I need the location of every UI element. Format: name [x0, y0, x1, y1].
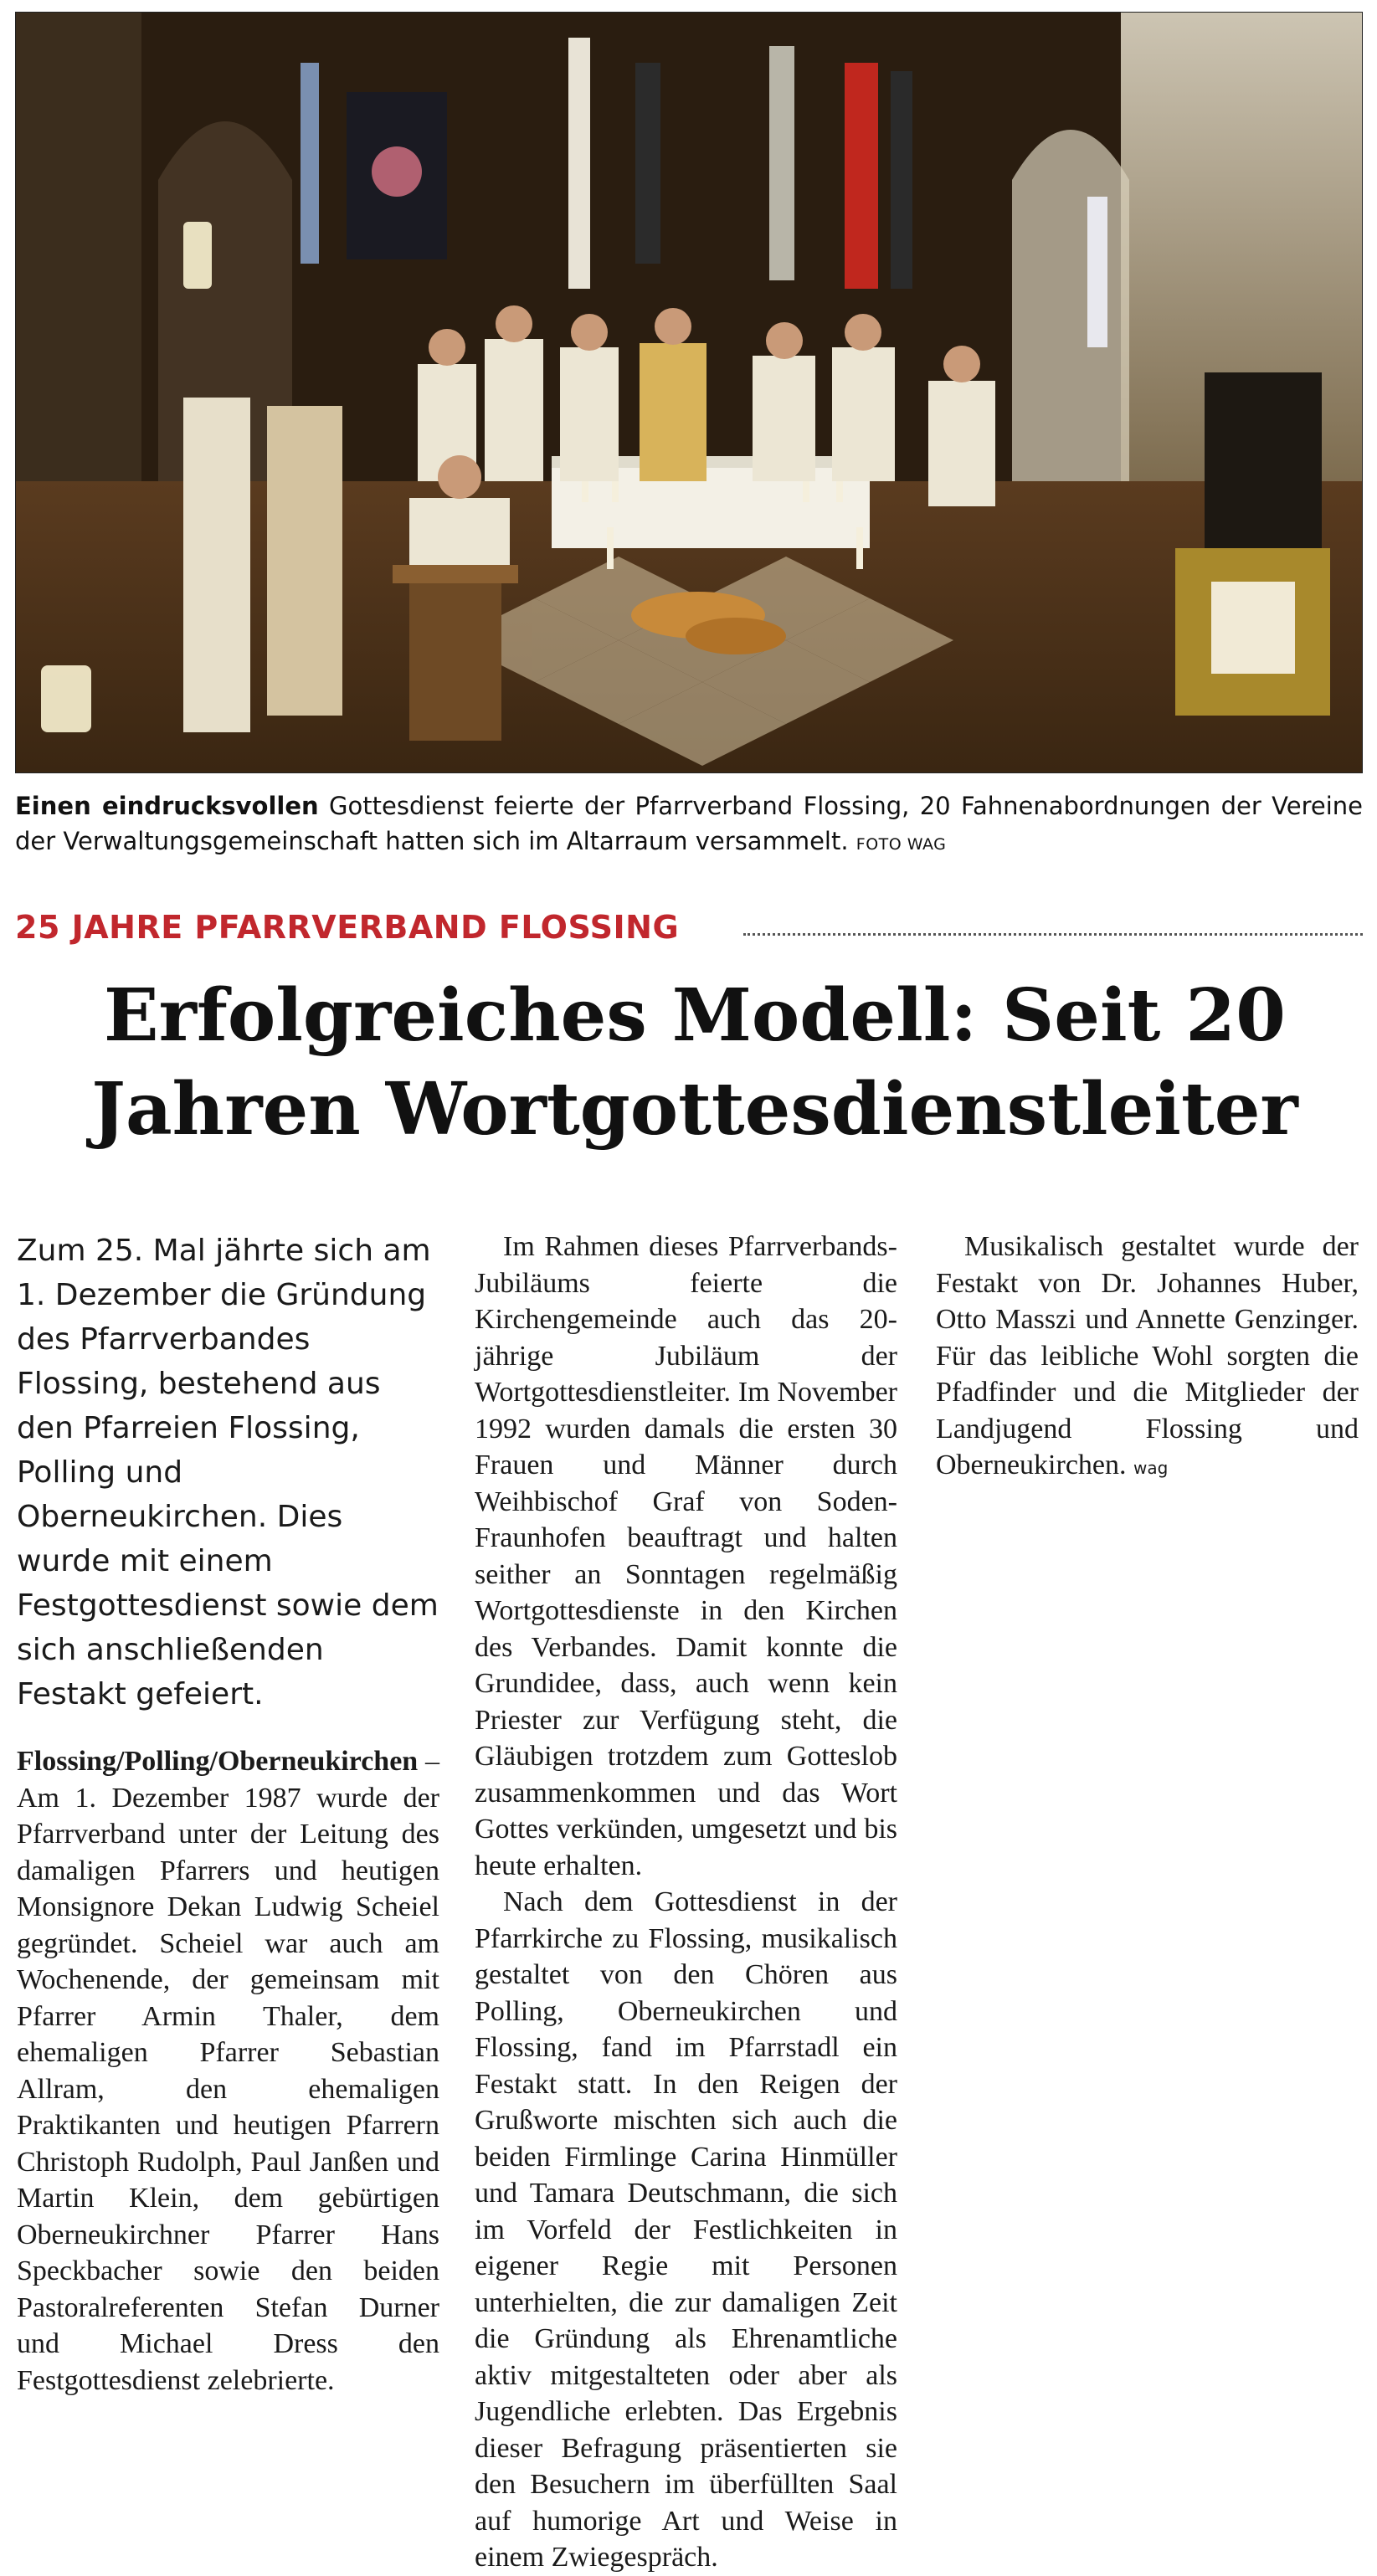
caption-text: Gottesdienst feierte der Pfarrverband Flossing, 20 Fahnenabordnungen der Vereine der Verwaltungsgemeinschaft hatten sich im Altarraum versammelt. [15, 792, 1364, 855]
caption-lead: Einen eindrucksvollen [15, 792, 319, 820]
headline: Erfolgreiches Modell: Seit 20 Jahren Wortgottesdienstleiter [91, 973, 1298, 1152]
dateline: Flossing/Polling/Oberneukirchen [17, 1746, 419, 1777]
article-column-2 [475, 1229, 897, 2576]
article-paragraph-4 [936, 1229, 1359, 1487]
article-paragraph-3: Nach dem Gottesdienst in der Pfarrkirche zu Flossing, musikalisch gestaltet von den Chören aus Polling, Oberneukirchen und Flossing, fand im Pfarrstadl ein Festakt statt. In den Reigen der Grußworte mischten sich auch die beiden Firmlinge Carina Hinmüller und Tamara Deutschmann, die sich im Vorfeld der Festlichkeiten in eigener Regie mit Personen unterhielten, die zur damaligen Zeit die Gründung als Ehrenamtliche aktiv mitgestalteten oder aber als Jugendliche erlebten. Das Ergebnis dieser Befragung präsentierten sie den Besuchern im überfüllten Saal auf humorige Art und Weise in einem Zwiegespräch. [475, 1886, 897, 2573]
photo-caption [15, 788, 1363, 862]
article-column-1 [17, 1229, 439, 2399]
article-lead: Zum 25. Mal jährte sich am 1. Dezember die Gründung des Pfarrverbandes Flossing, bestehend aus den Pfarreien Flossing, Polling und Oberneukirchen. Dies wurde mit einem Festgottesdienst sowie dem sich anschließenden Festakt gefeiert. [17, 1234, 439, 1711]
photo-credit: FOTO WAG [855, 835, 947, 854]
photo-illustration [16, 13, 1362, 772]
kicker: 25 JAHRE PFARRVERBAND FLOSSING [15, 909, 680, 946]
kicker-row [15, 909, 1363, 949]
article-paragraph-2: Im Rahmen dieses Pfarrverbands-Jubiläums feierte die Kirchengemeinde auch das 20-jährige Jubiläum der Wortgottesdienstleiter. Im November 1992 wurden damals die ersten 30 Frauen und Männer durch Weihbischof Graf von Soden-Fraunhofen beauftragt und halten seither an Sonntagen regelmäßig Wortgottesdienste in den Kirchen des Verbandes. Damit konnte die Grundidee, dass, auch wenn kein Priester zur Verfügung steht, die Gläubigen trotzdem zum Gotteslob zusammenkommen und das Wort Gottes verkünden, umgesetzt und bis heute erhalten. [475, 1231, 897, 1881]
kicker-dotted-rule [743, 933, 1363, 936]
author-signature: wag [1133, 1458, 1169, 1478]
church-service-photo [15, 12, 1363, 773]
article-column-3 [936, 1229, 1359, 1487]
article-paragraph-1 [17, 1743, 439, 2399]
paragraph-4-text: Musikalisch gestaltet wurde der Festakt von Dr. Johannes Huber, Otto Masszi und Annette Genzinger. Für das leibliche Wohl sorgten die Pfadfinder und die Mitglieder der Landjugend Flossing und Oberneukirchen. [936, 1231, 1359, 1480]
paragraph-1-text: – Am 1. Dezember 1987 wurde der Pfarrverband unter der Leitung des damaligen Pfarrers und heutigen Monsignore Dekan Ludwig Scheiel gegründet. Scheiel war auch am Wochenende, der gemeinsam mit Pfarrer Armin Thaler, dem ehemaligen Pfarrer Sebastian Allram, den ehemaligen Praktikanten und heutigen Pfarrern Christoph Rudolph, Paul Janßen und Martin Klein, dem gebürtigen Oberneukirchner Pfarrer Hans Speckbacher sowie den beiden Pastoralreferenten Stefan Durner und Michael Dress den Festgottesdienst zelebrierte. [17, 1746, 439, 2396]
